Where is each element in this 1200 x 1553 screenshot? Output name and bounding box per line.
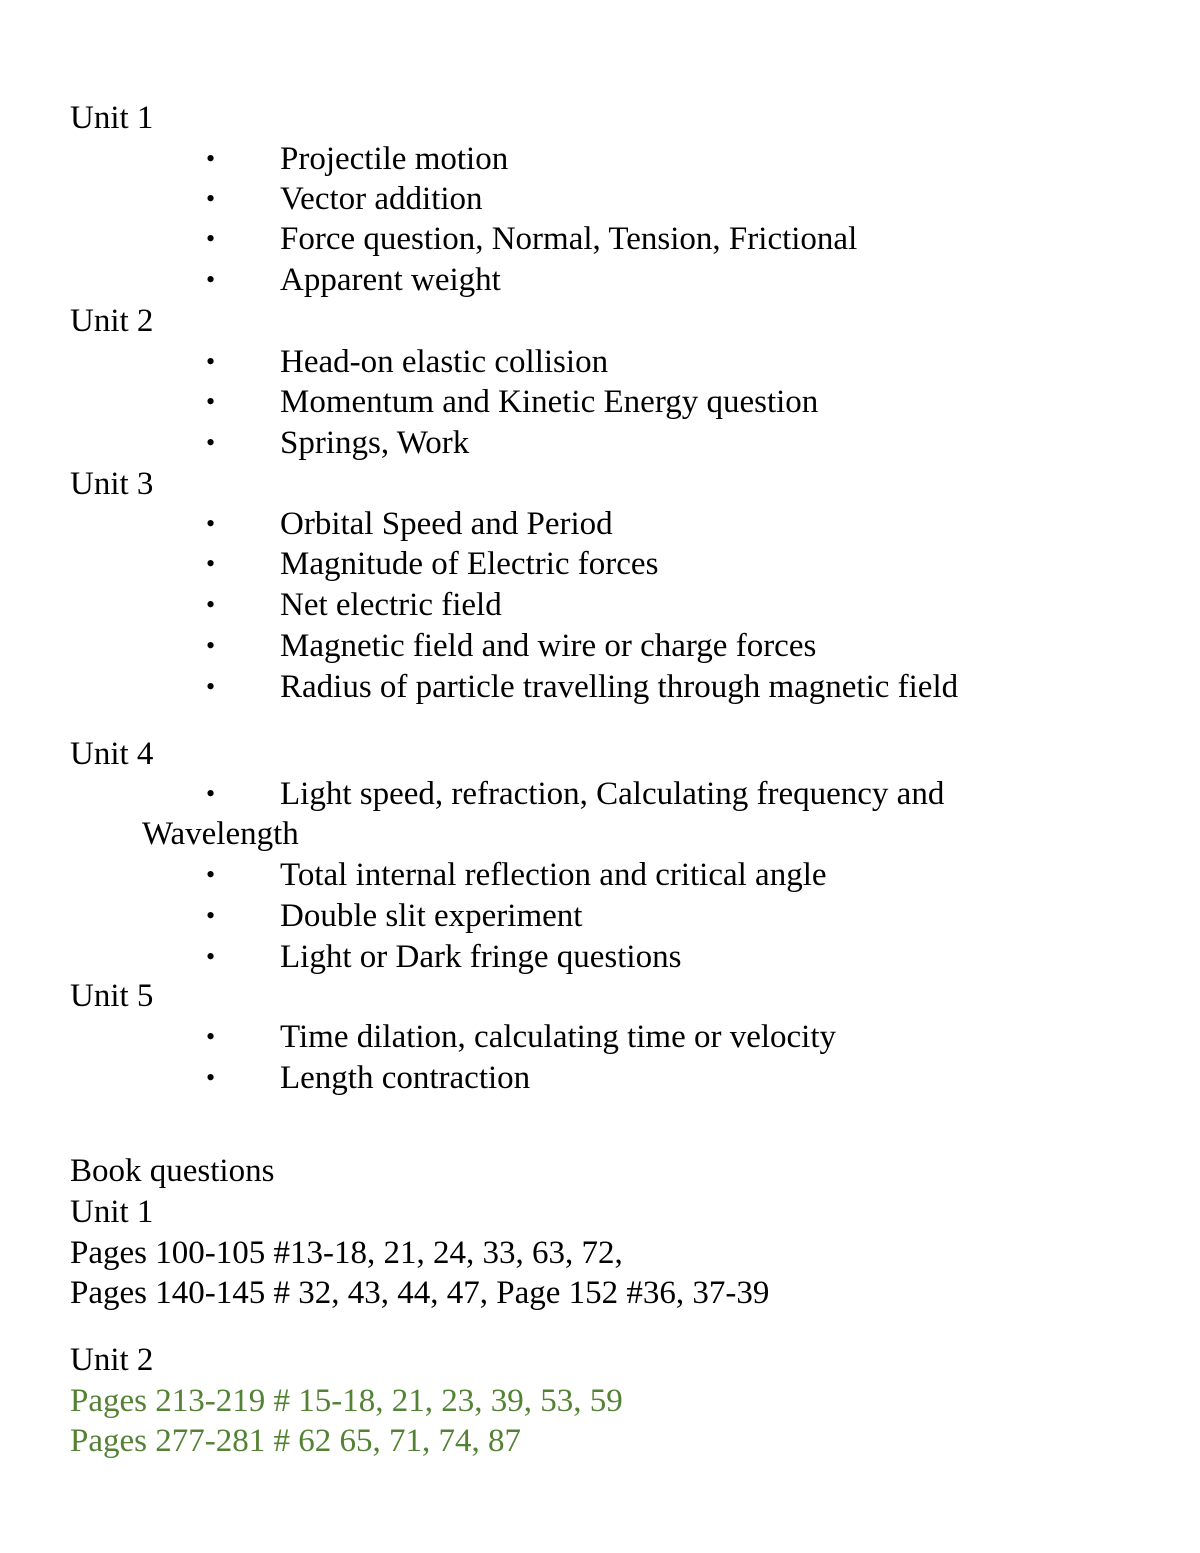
list-item	[0, 219, 1200, 259]
bullet-icon: •	[206, 942, 216, 971]
list-item	[0, 423, 1200, 463]
bullet-icon: •	[206, 1063, 216, 1092]
book-unit-1-line: Pages 100-105 #13-18, 21, 24, 33, 63, 72,	[70, 1235, 623, 1271]
list-item-text: Radius of particle travelling through magnetic field	[280, 669, 959, 705]
bullet-icon: •	[206, 860, 216, 889]
list-item	[0, 139, 1200, 179]
list-item	[0, 855, 1200, 895]
bullet-icon: •	[206, 428, 216, 457]
list-item	[0, 1017, 1200, 1057]
bullet-icon: •	[206, 590, 216, 619]
list-item	[0, 544, 1200, 584]
bullet-icon: •	[206, 631, 216, 660]
bullet-icon: •	[206, 144, 216, 173]
list-item-text: Force question, Normal, Tension, Frictional	[280, 221, 858, 257]
unit-4-heading: Unit 4	[70, 736, 154, 772]
unit-2-heading: Unit 2	[70, 303, 154, 339]
book-unit-1-heading: Unit 1	[70, 1194, 154, 1230]
list-item-text: Head-on elastic collision	[280, 344, 609, 380]
bullet-icon: •	[206, 224, 216, 253]
list-item-continuation: Wavelength	[142, 816, 299, 852]
unit-5-heading: Unit 5	[70, 978, 154, 1014]
list-item-text: Apparent weight	[280, 262, 501, 298]
bullet-icon: •	[206, 901, 216, 930]
unit-1-heading: Unit 1	[70, 100, 154, 136]
list-item	[0, 260, 1200, 300]
list-item-text: Orbital Speed and Period	[280, 506, 613, 542]
bullet-icon: •	[206, 1022, 216, 1051]
bullet-icon: •	[206, 509, 216, 538]
list-item-text: Light speed, refraction, Calculating frequency and	[280, 776, 945, 812]
list-item-text: Springs, Work	[280, 425, 470, 461]
list-item-text: Net electric field	[280, 587, 502, 623]
unit-3-heading: Unit 3	[70, 466, 154, 502]
list-item-text: Projectile motion	[280, 141, 509, 177]
bullet-icon: •	[206, 549, 216, 578]
list-item-text: Time dilation, calculating time or velocity	[280, 1019, 837, 1055]
bullet-icon: •	[206, 265, 216, 294]
bullet-icon: •	[206, 387, 216, 416]
list-item	[0, 626, 1200, 666]
list-item	[0, 896, 1200, 936]
list-item-text: Double slit experiment	[280, 898, 583, 934]
book-questions-title: Book questions	[70, 1153, 275, 1189]
list-item-text: Light or Dark fringe questions	[280, 939, 682, 975]
list-item-text: Momentum and Kinetic Energy question	[280, 384, 819, 420]
book-unit-2-line: Pages 277-281 # 62 65, 71, 74, 87	[70, 1423, 521, 1459]
list-item	[0, 504, 1200, 544]
list-item-text: Total internal reflection and critical angle	[280, 857, 827, 893]
book-unit-2-line: Pages 213-219 # 15-18, 21, 23, 39, 53, 59	[70, 1383, 623, 1419]
list-item	[0, 937, 1200, 977]
bullet-icon: •	[206, 184, 216, 213]
list-item	[0, 1058, 1200, 1098]
list-item	[0, 585, 1200, 625]
list-item	[0, 179, 1200, 219]
list-item-text: Magnitude of Electric forces	[280, 546, 659, 582]
list-item-text: Magnetic field and wire or charge forces	[280, 628, 817, 664]
bullet-icon: •	[206, 779, 216, 808]
bullet-icon: •	[206, 347, 216, 376]
list-item-text: Length contraction	[280, 1060, 531, 1096]
list-item	[0, 774, 1200, 814]
list-item	[0, 667, 1200, 707]
list-item-text: Vector addition	[280, 181, 483, 217]
bullet-icon: •	[206, 672, 216, 701]
list-item	[0, 342, 1200, 382]
list-item	[0, 382, 1200, 422]
book-unit-1-line: Pages 140-145 # 32, 43, 44, 47, Page 152 #36, 37-39	[70, 1275, 770, 1311]
book-unit-2-heading: Unit 2	[70, 1342, 154, 1378]
